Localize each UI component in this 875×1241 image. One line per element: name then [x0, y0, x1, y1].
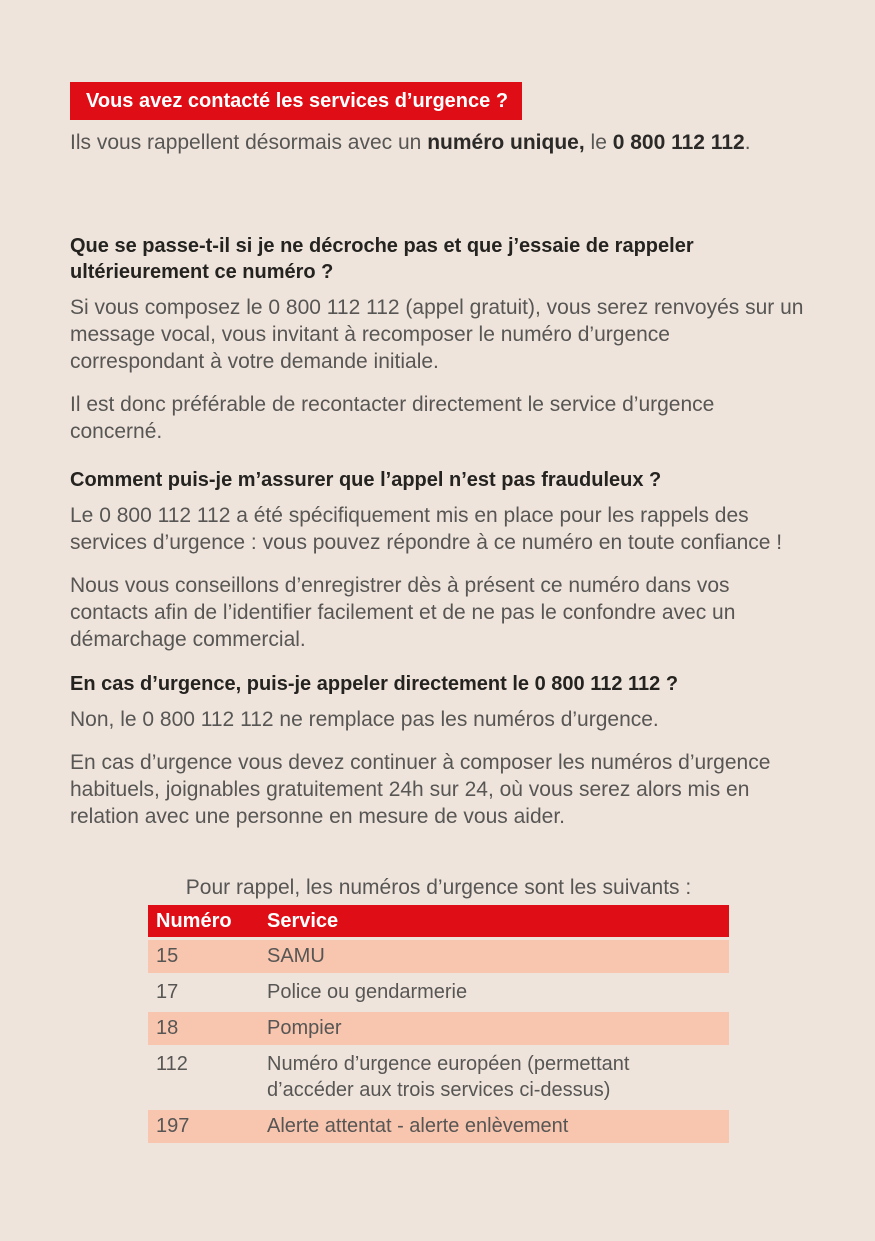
intro-part2: le	[584, 131, 613, 154]
cell-numero: 112	[156, 1053, 188, 1075]
paragraph-2-2: Nous vous conseillons d’enregistrer dès à présent ce numéro dans vos contacts afin de l’identifier facilement et de ne pas le confondre avec un démarchage commercial.	[70, 574, 736, 651]
table-row	[148, 1012, 729, 1045]
table-row	[148, 976, 729, 1009]
table-row	[148, 1110, 729, 1143]
cell-service: Alerte attentat - alerte enlèvement	[267, 1115, 569, 1137]
cell-service: Pompier	[267, 1017, 342, 1039]
column-header-service: Service	[267, 910, 339, 932]
question-heading-2: Comment puis-je m’assurer que l’appel n’est pas frauduleux ?	[70, 469, 662, 491]
table-row	[148, 1048, 729, 1107]
paragraph-1-1: Si vous composez le 0 800 112 112 (appel gratuit), vous serez renvoyés sur un message vocal, vous invitant à recomposer le numéro d’urgence correspondant à votre demande initiale.	[70, 296, 804, 373]
cell-service: Police ou gendarmerie	[267, 981, 468, 1003]
emergency-numbers-table	[148, 905, 729, 1143]
cell-numero: 17	[156, 981, 179, 1003]
paragraph-2-1: Le 0 800 112 112 a été spécifiquement mis en place pour les rappels des services d’urgence : vous pouvez répondre à ce numéro en toute confiance !	[70, 504, 783, 554]
intro-line	[70, 129, 805, 156]
title-banner	[70, 82, 522, 120]
cell-service: Numéro d’urgence européen (permettant d’accéder aux trois services ci-dessus)	[267, 1053, 630, 1101]
question-heading-3: En cas d’urgence, puis-je appeler directement le 0 800 112 112 ?	[70, 673, 679, 695]
table-header-row	[148, 905, 729, 937]
column-header-numero: Numéro	[156, 910, 232, 932]
intro-phone-number: 0 800 112 112	[612, 131, 745, 154]
title-banner-text: Vous avez contacté les services d’urgence ?	[86, 90, 509, 112]
intro-part1: Ils vous rappellent désormais avec un	[70, 131, 428, 154]
paragraph-3-1: Non, le 0 800 112 112 ne remplace pas les numéros d’urgence.	[70, 708, 659, 731]
intro-part3: .	[744, 131, 751, 154]
table-row	[148, 940, 729, 973]
cell-numero: 18	[156, 1017, 179, 1039]
cell-numero: 197	[156, 1115, 190, 1137]
cell-service: SAMU	[267, 945, 325, 967]
cell-numero: 15	[156, 945, 179, 967]
table-caption: Pour rappel, les numéros d’urgence sont les suivants :	[185, 876, 692, 899]
question-heading-1: Que se passe-t-il si je ne décroche pas et que j’essaie de rappeler ultérieurement ce numéro ?	[70, 235, 694, 283]
paragraph-1-2: Il est donc préférable de recontacter directement le service d’urgence concerné.	[70, 393, 715, 443]
intro-bold-unique: numéro unique,	[427, 131, 585, 154]
paragraph-3-2: En cas d’urgence vous devez continuer à composer les numéros d’urgence habituels, joignables gratuitement 24h sur 24, où vous serez alors mis en relation avec une personne en mesure de vous aider.	[70, 751, 771, 828]
